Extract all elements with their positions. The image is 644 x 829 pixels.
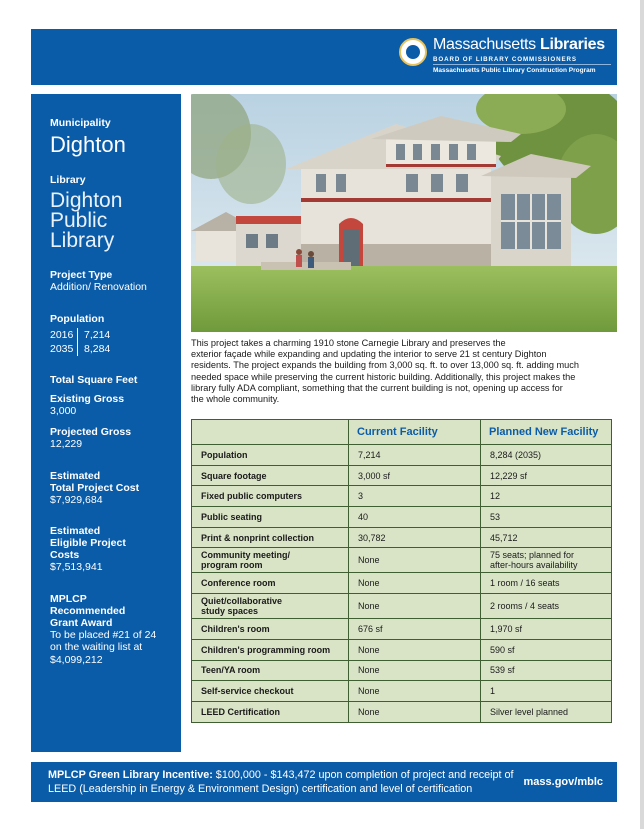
brand-word-2: Libraries xyxy=(539,36,605,53)
description-line-6: the whole community. xyxy=(191,394,280,405)
current-value: None xyxy=(349,594,481,619)
row-label-line-2: study spaces xyxy=(201,606,259,617)
project-type-label: Project Type xyxy=(50,269,113,281)
municipality-label: Municipality xyxy=(50,117,111,129)
eligible-cost-label-line-3: Costs xyxy=(50,549,80,561)
row-label: Children's programming room xyxy=(192,639,349,660)
planned-value: 8,284 (2035) xyxy=(481,445,612,466)
estimated-cost-label xyxy=(50,470,171,494)
library-name xyxy=(50,191,171,251)
existing-gross-label: Existing Gross xyxy=(50,392,125,405)
table-row xyxy=(192,465,612,486)
row-label: LEED Certification xyxy=(192,701,349,722)
projected-gross-label: Projected Gross xyxy=(50,426,132,438)
population-year: 2035 xyxy=(50,342,78,356)
table-row xyxy=(192,573,612,594)
current-value: None xyxy=(349,573,481,594)
row-label: Fixed public computers xyxy=(192,486,349,507)
table-row xyxy=(192,594,612,619)
current-value: 3 xyxy=(349,486,481,507)
description-line-1: This project takes a charming 1910 stone Carnegie Library and preserves the xyxy=(191,338,506,348)
mblc-website-link[interactable]: mass.gov/mblc xyxy=(523,776,603,788)
municipality-value: Dighton xyxy=(50,132,126,157)
current-value: None xyxy=(349,639,481,660)
total-sqft-label: Total Square Feet xyxy=(50,373,138,386)
eligible-cost-value: $7,513,941 xyxy=(50,561,103,573)
planned-value: Silver level planned xyxy=(481,701,612,722)
row-label-line-1: Quiet/collaborative xyxy=(201,596,283,607)
population-year: 2016 xyxy=(50,328,78,342)
planned-value: 539 sf xyxy=(481,660,612,681)
state-seal-icon xyxy=(399,38,427,66)
row-label: Self-service checkout xyxy=(192,681,349,702)
sidebar xyxy=(31,94,181,752)
row-label: Population xyxy=(192,445,349,466)
current-value: None xyxy=(349,660,481,681)
table-row xyxy=(192,701,612,722)
table-row xyxy=(192,548,612,573)
row-label: Conference room xyxy=(192,573,349,594)
grant-award-label-line-3: Grant Award xyxy=(50,616,113,629)
grant-award-label-line-2: Recommended xyxy=(50,604,126,617)
current-value: 3,000 sf xyxy=(349,465,481,486)
row-label: Print & nonprint collection xyxy=(192,527,349,548)
table-row xyxy=(192,486,612,507)
green-incentive-text xyxy=(48,769,528,796)
project-description xyxy=(191,338,609,405)
grant-award-label xyxy=(50,593,171,629)
planned-value: 1 room / 16 seats xyxy=(481,573,612,594)
row-label xyxy=(192,594,349,619)
grant-award-label-line-1: MPLCP xyxy=(50,592,87,605)
row-label: Public seating xyxy=(192,507,349,528)
table-header-blank xyxy=(192,420,349,445)
library-name-line-3: Library xyxy=(50,229,115,252)
population-label: Population xyxy=(50,312,105,325)
brand-word-1: Massachusetts xyxy=(433,36,540,53)
population-row xyxy=(50,342,171,356)
footer-band xyxy=(31,762,617,802)
population-value: 7,214 xyxy=(84,328,111,341)
eligible-cost-label-line-1: Estimated xyxy=(50,525,101,537)
grant-award-note-line-1: To be placed #21 of 24 xyxy=(50,628,157,641)
table-row xyxy=(192,507,612,528)
row-label: Teen/YA room xyxy=(192,660,349,681)
row-label-line-2: program room xyxy=(201,560,263,571)
row-label: Children's room xyxy=(192,619,349,640)
header-band xyxy=(31,29,617,85)
library-label: Library xyxy=(50,174,86,186)
current-value: 40 xyxy=(349,507,481,528)
library-rendering-svg xyxy=(191,94,617,332)
column-header-current: Current Facility xyxy=(349,420,481,445)
estimated-cost-label-line-2: Total Project Cost xyxy=(50,481,140,494)
table-row xyxy=(192,639,612,660)
project-type-value: Addition/ Renovation xyxy=(50,281,147,293)
table-row xyxy=(192,619,612,640)
description-line-3: residents. The project expands the building from 3,000 sq. ft. to over 13,000 sq. ft. adding much xyxy=(191,360,579,371)
facility-comparison-table xyxy=(191,419,612,723)
current-value: None xyxy=(349,701,481,722)
column-header-planned: Planned New Facility xyxy=(481,420,612,445)
grant-award-value: $4,099,212 xyxy=(50,653,103,666)
description-line-4: needed space while preserving the current historic building. Additionally, this project makes the xyxy=(191,371,576,382)
library-name-line-1: Dighton xyxy=(50,189,123,212)
eligible-cost-label-line-2: Eligible Project xyxy=(50,537,126,549)
page-edge xyxy=(640,0,644,829)
grant-award-note-line-2: on the waiting list at xyxy=(50,641,143,653)
grant-award-note xyxy=(50,629,171,667)
row-label xyxy=(192,548,349,573)
estimated-cost-label-line-1: Estimated xyxy=(50,469,101,482)
row-label: Square footage xyxy=(192,465,349,486)
row-label-line-1: Community meeting/ xyxy=(201,550,291,561)
projected-gross-value: 12,229 xyxy=(50,438,83,450)
table-header-row xyxy=(192,420,612,445)
table-row xyxy=(192,681,612,702)
current-value: 7,214 xyxy=(349,445,481,466)
description-line-2: exterior façade while expanding and updating the interior to serve 21 st century Dighton xyxy=(191,349,547,360)
population-table xyxy=(50,328,171,356)
planned-value: 1 xyxy=(481,681,612,702)
brand-subtitle: BOARD OF LIBRARY COMMISSIONERS xyxy=(433,56,577,63)
library-name-line-2: Public xyxy=(50,209,108,232)
existing-gross-value: 3,000 xyxy=(50,404,77,417)
current-value: None xyxy=(349,548,481,573)
planned-value: 2 rooms / 4 seats xyxy=(481,594,612,619)
green-incentive-label: MPLCP Green Library Incentive: xyxy=(48,769,213,781)
brand-title xyxy=(433,36,605,54)
current-value: 30,782 xyxy=(349,527,481,548)
planned-value: 12 xyxy=(481,486,612,507)
planned-value: 590 sf xyxy=(481,639,612,660)
table-row xyxy=(192,527,612,548)
library-rendering-image xyxy=(191,94,617,332)
table-row xyxy=(192,445,612,466)
description-line-5: library fully ADA compliant, something that the current building is not, opening up access for xyxy=(191,382,563,393)
planned-value: 12,229 sf xyxy=(481,465,612,486)
brand-divider xyxy=(433,64,611,65)
eligible-cost-label xyxy=(50,525,171,561)
population-row xyxy=(50,328,171,342)
current-value: None xyxy=(349,681,481,702)
planned-value: 53 xyxy=(481,507,612,528)
population-value: 8,284 xyxy=(84,342,111,355)
planned-value-line-2: after-hours availability xyxy=(490,560,578,571)
planned-value xyxy=(481,548,612,573)
green-incentive-body: $100,000 - $143,472 upon completion of project and receipt of LEED (Leadership in Energy & Environment Design) certification and level of certification xyxy=(48,769,514,795)
table-row xyxy=(192,660,612,681)
planned-value: 1,970 sf xyxy=(481,619,612,640)
estimated-cost-value: $7,929,684 xyxy=(50,493,103,506)
planned-value: 45,712 xyxy=(481,527,612,548)
planned-value-line-1: 75 seats; planned for xyxy=(490,550,575,561)
current-value: 676 sf xyxy=(349,619,481,640)
program-name: Massachusetts Public Library Construction Program xyxy=(433,67,596,74)
